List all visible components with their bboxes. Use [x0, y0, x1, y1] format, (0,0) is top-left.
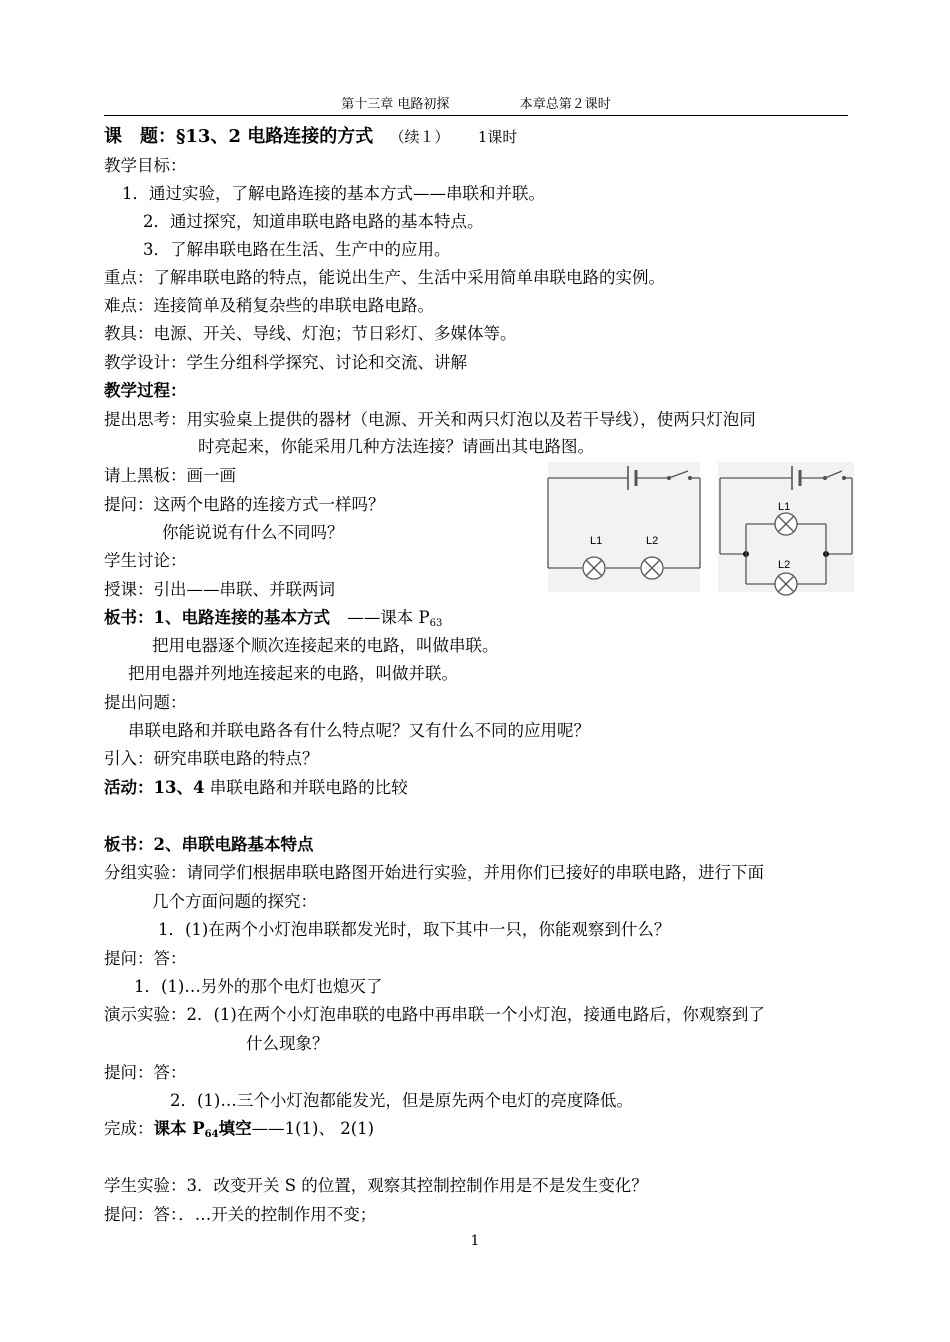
series-label-l1: L1	[590, 535, 603, 547]
ask-same: 提问：这两个电路的连接方式一样吗？	[104, 495, 385, 514]
teaching-tools: 教具：电源、开关、导线、灯泡；节日彩灯、多媒体等。	[104, 324, 517, 343]
teaching-design: 教学设计：学生分组科学探究、讨论和交流、讲解	[104, 353, 467, 372]
board-1-ref-page: 63	[429, 618, 443, 629]
page-header	[104, 93, 848, 116]
last-answer: 提问：答：．…开关的控制作用不变；	[104, 1205, 377, 1224]
complete-fill: 填空	[218, 1119, 252, 1138]
question-1: 1．(1)在两个小灯泡串联都发光时，取下其中一只，你能观察到什么？	[158, 920, 671, 939]
header-lesson: 本章总第２课时	[519, 97, 611, 112]
board-1-ref: ——课本 P	[347, 608, 430, 627]
student-exp: 学生实验：3．改变开关 S 的位置，观察其控制控制作用是不是发生变化？	[104, 1176, 648, 1195]
demo-line-1: 演示实验：2．(1)在两个小灯泡串联的电路中再串联一个小灯泡，接通电路后，你观察到了	[104, 1005, 765, 1024]
board-1	[104, 607, 442, 635]
title-label: 课 题：§13、2 电路连接的方式	[104, 126, 374, 147]
activity	[104, 777, 408, 799]
answer-1: 1．(1)…另外的那个电灯也熄灭了	[134, 977, 383, 996]
objective-3: 3．了解串联电路在生活、生产中的应用。	[143, 240, 451, 259]
answer-2: 2．(1)…三个小灯泡都能发光，但是原先两个电灯的亮度降低。	[170, 1091, 633, 1110]
title-cont: （续１）	[389, 128, 450, 146]
header-chapter: 第十三章 电路初探	[341, 97, 450, 112]
activity-text: 串联电路和并联电路的比较	[204, 778, 408, 797]
question-heading: 提出问题：	[104, 693, 187, 712]
parallel-label-l2: L2	[778, 559, 791, 571]
parallel-circuit-diagram	[718, 462, 854, 595]
objective-1: 1．通过实验，了解电路连接的基本方式——串联和并联。	[122, 184, 545, 203]
title-hours: 1课时	[477, 128, 518, 146]
def-parallel: 把用电器并列地连接起来的电路，叫做并联。	[128, 664, 458, 683]
think-line-1: 提出思考：用实验桌上提供的器材（电源、开关和两只灯泡以及若干导线），使两只灯泡同	[104, 410, 756, 429]
process-heading: 教学过程：	[104, 381, 187, 400]
objective-2: 2．通过探究，知道串联电路电路的基本特点。	[143, 212, 484, 231]
complete-book: 课本 P	[153, 1119, 205, 1138]
demo-line-2: 什么现象？	[246, 1034, 329, 1053]
lesson-title	[104, 126, 517, 148]
activity-label: 活动：13、4	[104, 778, 205, 797]
objectives-heading: 教学目标：	[104, 156, 187, 175]
circuit-diagrams	[540, 458, 860, 598]
board-draw: 请上黑板：画一画	[104, 466, 236, 485]
complete-page: 64	[204, 1129, 219, 1140]
complete-rest: ——1(1)、 2(1)	[251, 1119, 375, 1138]
board-2: 板书：2、串联电路基本特点	[104, 835, 314, 854]
difficulty: 难点：连接简单及稍复杂些的串联电路电路。	[104, 296, 434, 315]
question: 串联电路和并联电路各有什么特点呢？又有什么不同的应用呢？	[128, 721, 590, 740]
complete	[104, 1118, 374, 1146]
page-number: 1	[470, 1233, 480, 1249]
group-exp-line-1: 分组实验：请同学们根据串联电路图开始进行实验，并用你们已接好的串联电路，进行下面	[104, 863, 764, 882]
group-exp-line-2: 几个方面问题的探究：	[152, 892, 317, 911]
ask-answer-2: 提问：答：	[104, 1063, 187, 1082]
student-discuss: 学生讨论：	[104, 551, 187, 570]
parallel-label-l1: L1	[778, 501, 791, 513]
think-line-2: 时亮起来，你能采用几种方法连接？请画出其电路图。	[198, 437, 594, 456]
intro: 引入：研究串联电路的特点？	[104, 749, 319, 768]
series-label-l2: L2	[646, 535, 659, 547]
def-series: 把用电器逐个顺次连接起来的电路，叫做串联。	[152, 636, 499, 655]
board-1-label: 板书：1、电路连接的基本方式	[104, 608, 330, 627]
ask-different: 你能说说有什么不同吗？	[162, 523, 344, 542]
teach: 授课：引出——串联、并联两词	[104, 580, 335, 599]
key-point: 重点：了解串联电路的特点，能说出生产、生活中采用简单串联电路的实例。	[104, 268, 665, 287]
ask-answer-1: 提问：答：	[104, 949, 187, 968]
complete-label: 完成：	[104, 1119, 154, 1138]
series-circuit-diagram	[548, 462, 700, 592]
